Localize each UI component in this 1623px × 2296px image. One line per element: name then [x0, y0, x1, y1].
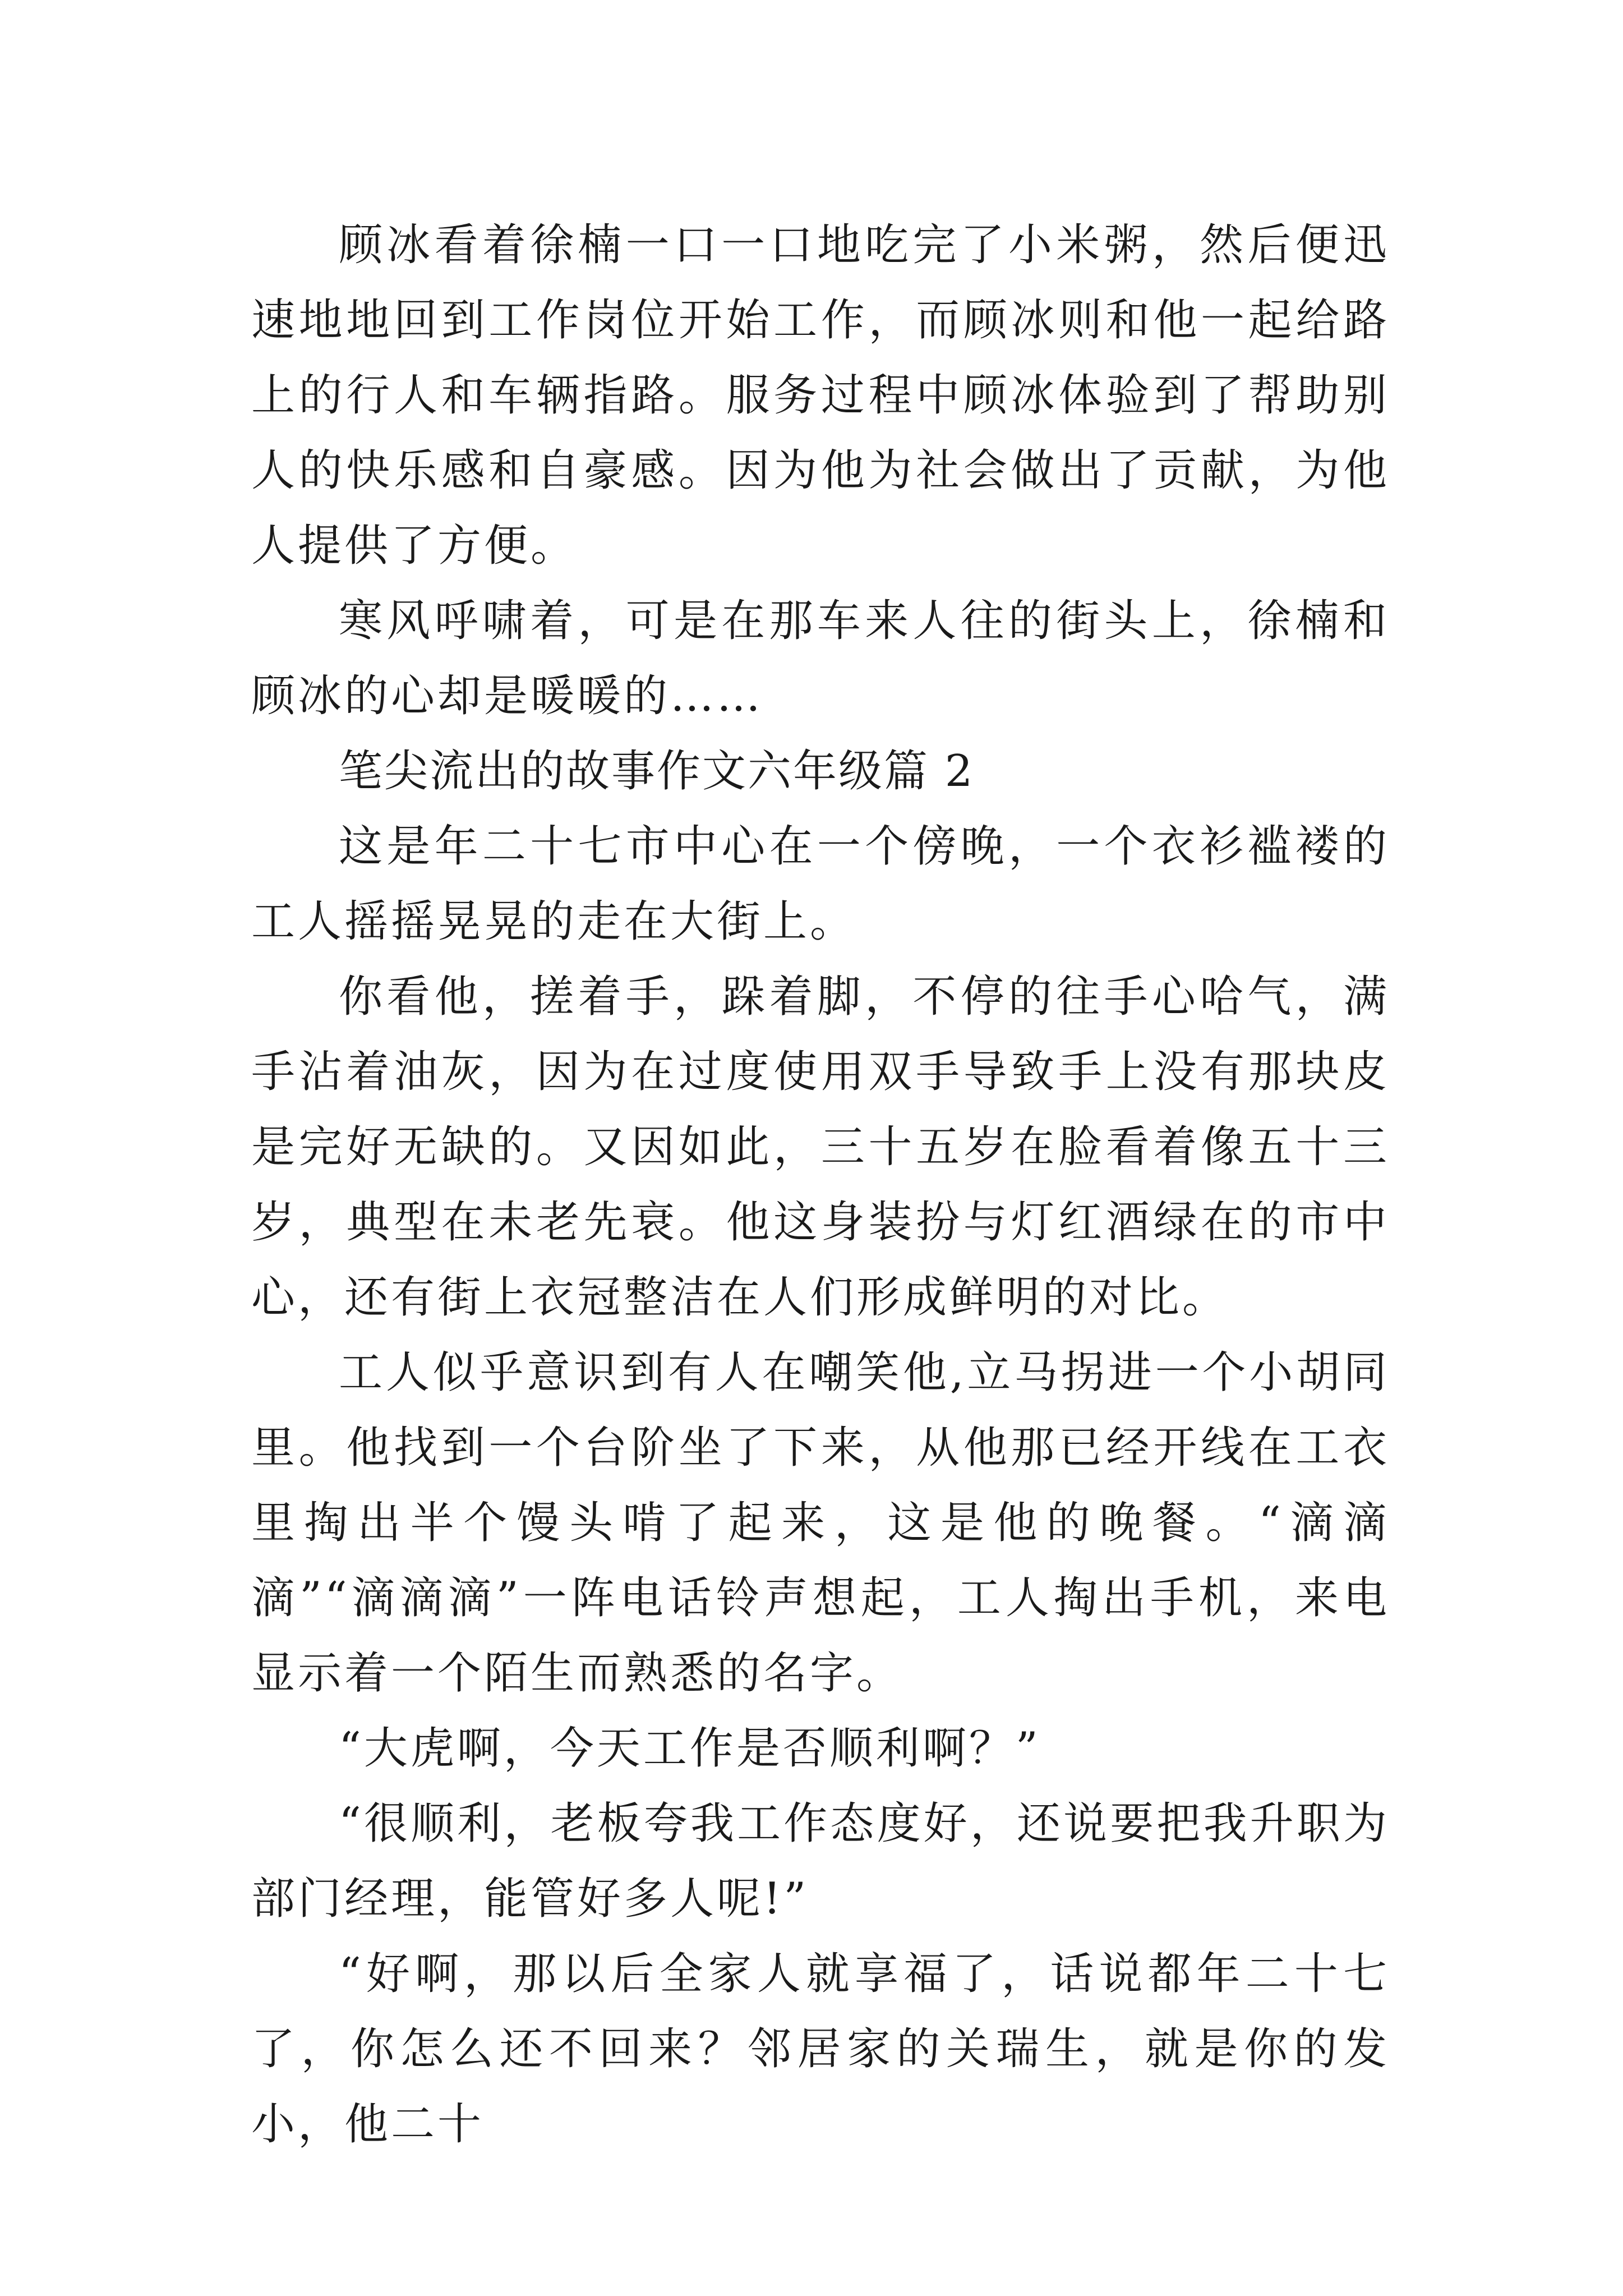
paragraph-4: 你看他，搓着手，跺着脚，不停的往手心哈气，满手沾着油灰，因为在过度使用双手导致手上没有那块皮是完好无缺的。又因如此，三十五岁在脸看着像五十三岁，典型在未老先衰。他这身装扮与灯红酒绿在的市中心，还有街上衣冠整洁在人们形成鲜明的对比。: [251, 972, 1390, 1323]
paragraph-5: 工人似乎意识到有人在嘲笑他,立马拐进一个小胡同里。他找到一个台阶坐了下来，从他那已经开线在工衣里掏出半个馒头啃了起来，这是他的晚餐。“滴滴滴”“滴滴滴”一阵电话铃声想起，工人掏出手机，来电显示着一个陌生而熟悉的名字。: [251, 1347, 1390, 1699]
dialogue-2: “很顺利，老板夸我工作态度好，还说要把我升职为部门经理，能管好多人呢!”: [251, 1798, 1390, 1924]
dialogue-3: “好啊，那以后全家人就享福了，话说都年二十七了，你怎么还不回来？邻居家的关瑞生，就是你的发小，他二十: [251, 1949, 1390, 2150]
document-body: [251, 208, 1390, 2162]
paragraph-1: 顾冰看着徐楠一口一口地吃完了小米粥，然后便迅速地地回到工作岗位开始工作，而顾冰则和他一起给路上的行人和车辆指路。服务过程中顾冰体验到了帮助别人的快乐感和自豪感。因为他为社会做出了贡献，为他人提供了方便。: [251, 220, 1390, 571]
paragraph-3: 这是年二十七市中心在一个傍晚，一个衣衫褴褛的工人摇摇晃晃的走在大街上。: [251, 821, 1390, 947]
dialogue-1: “大虎啊，今天工作是否顺利啊？”: [339, 1723, 1041, 1774]
section-heading: 笔尖流出的故事作文六年级篇 2: [339, 746, 975, 797]
paragraph-2: 寒风呼啸着，可是在那车来人往的街头上，徐楠和顾冰的心却是暖暖的……: [251, 596, 1390, 721]
